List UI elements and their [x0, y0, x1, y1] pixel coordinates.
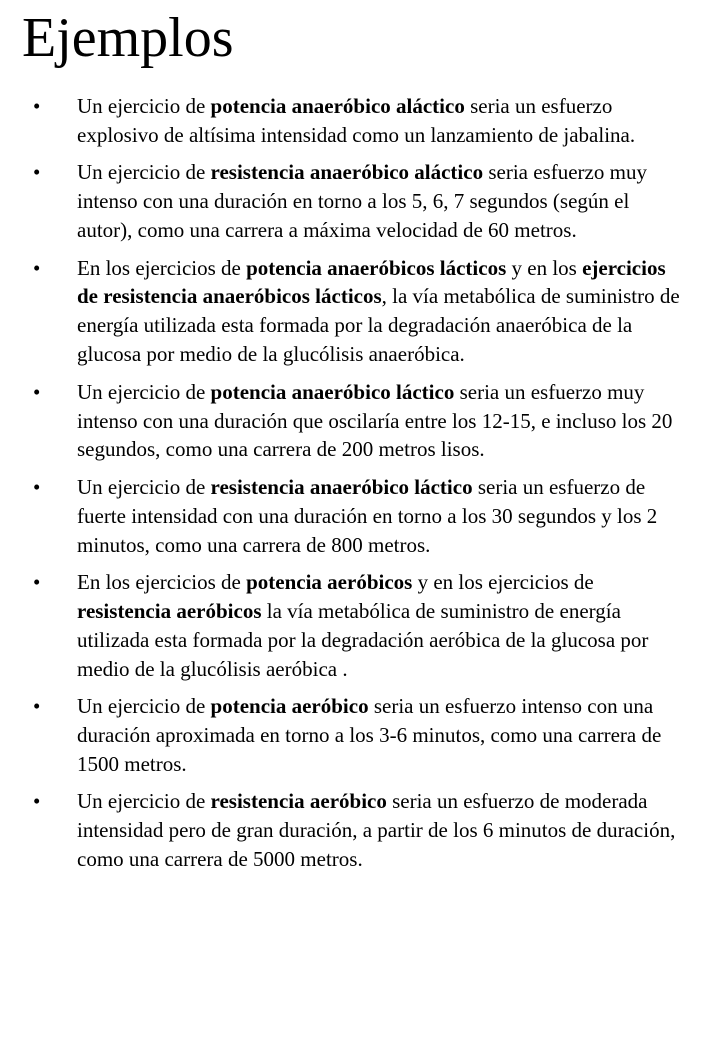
bold-term: resistencia aeróbicos — [77, 599, 262, 623]
list-item — [0, 568, 720, 684]
bullet-dot: • — [33, 570, 41, 595]
bullet-dot: • — [33, 255, 41, 280]
text-segment: seria un esfuerzo de moderada intensidad pero de gran duración, a partir de los 6 minutos de duración, como una carrera de 5000 metros. — [77, 789, 676, 872]
text-segment: Un ejercicio de — [77, 789, 211, 814]
text-segment: , la vía metabólica de suministro de energía utilizada esta formada por la degradación anaeróbica de la glucosa por medio de la glucólisis anaeróbica. — [77, 284, 680, 367]
text-segment: seria esfuerzo muy intenso con una duración en torno a los 5, 6, 7 segundos (según el autor), como una carrera a máxima velocidad de 60 metros. — [77, 160, 647, 243]
list-item — [0, 158, 720, 245]
list-item — [0, 92, 720, 150]
text-segment: seria un esfuerzo de fuerte intensidad con una duración en torno a los 30 segundos y los 2 minutos, como una carrera de 800 metros. — [77, 474, 658, 557]
bullet-dot: • — [33, 379, 41, 404]
bold-term: potencia anaeróbicos lácticos — [246, 255, 507, 280]
list-item — [0, 254, 720, 370]
bold-term: resistencia anaeróbico láctico — [210, 474, 473, 499]
bullet-dot: • — [33, 694, 41, 719]
text-segment: y en los — [506, 255, 583, 280]
text-segment: Un ejercicio de — [77, 694, 211, 719]
text-segment: seria un esfuerzo intenso con una duración aproximada en torno a los 3-6 minutos, como una carrera de 1500 metros. — [77, 694, 662, 777]
bullet-list — [0, 92, 720, 883]
list-item — [0, 473, 720, 560]
bold-term: ejercicios de resistencia anaeróbicos lácticos — [77, 255, 666, 309]
bold-term: potencia aeróbico — [210, 694, 369, 719]
bold-term: resistencia anaeróbico aláctico — [210, 160, 484, 185]
page-title: Ejemplos — [22, 7, 234, 69]
bold-term: resistencia aeróbico — [210, 789, 387, 814]
text-segment: seria un esfuerzo explosivo de altísima intensidad como un lanzamiento de jabalina. — [77, 94, 636, 147]
bold-term: potencia aeróbicos — [246, 570, 413, 595]
text-segment: Un ejercicio de — [77, 474, 211, 499]
text-segment: Un ejercicio de — [77, 160, 211, 185]
list-item — [0, 692, 720, 779]
text-segment: la vía metabólica de suministro de energía utilizada esta formada por la degradación aeróbica de la glucosa por medio de la glucólisis aeróbica . — [77, 599, 649, 681]
text-segment: Un ejercicio de — [77, 94, 211, 118]
text-segment: En los ejercicios de — [77, 570, 247, 595]
bold-term: potencia anaeróbico láctico — [210, 379, 455, 404]
bold-term: potencia anaeróbico aláctico — [210, 94, 465, 118]
bullet-dot: • — [33, 474, 41, 499]
bullet-dot: • — [33, 94, 41, 118]
list-item — [0, 378, 720, 465]
list-item — [0, 787, 720, 874]
text-segment: seria un esfuerzo muy intenso con una duración que oscilaría entre los 12-15, e incluso los 20 segundos, como una carrera de 200 metros lisos. — [77, 379, 673, 462]
bullet-dot: • — [33, 160, 41, 185]
text-segment: y en los ejercicios de — [412, 570, 594, 595]
bullet-dot: • — [33, 789, 41, 814]
text-segment: Un ejercicio de — [77, 379, 211, 404]
text-segment: En los ejercicios de — [77, 255, 247, 280]
